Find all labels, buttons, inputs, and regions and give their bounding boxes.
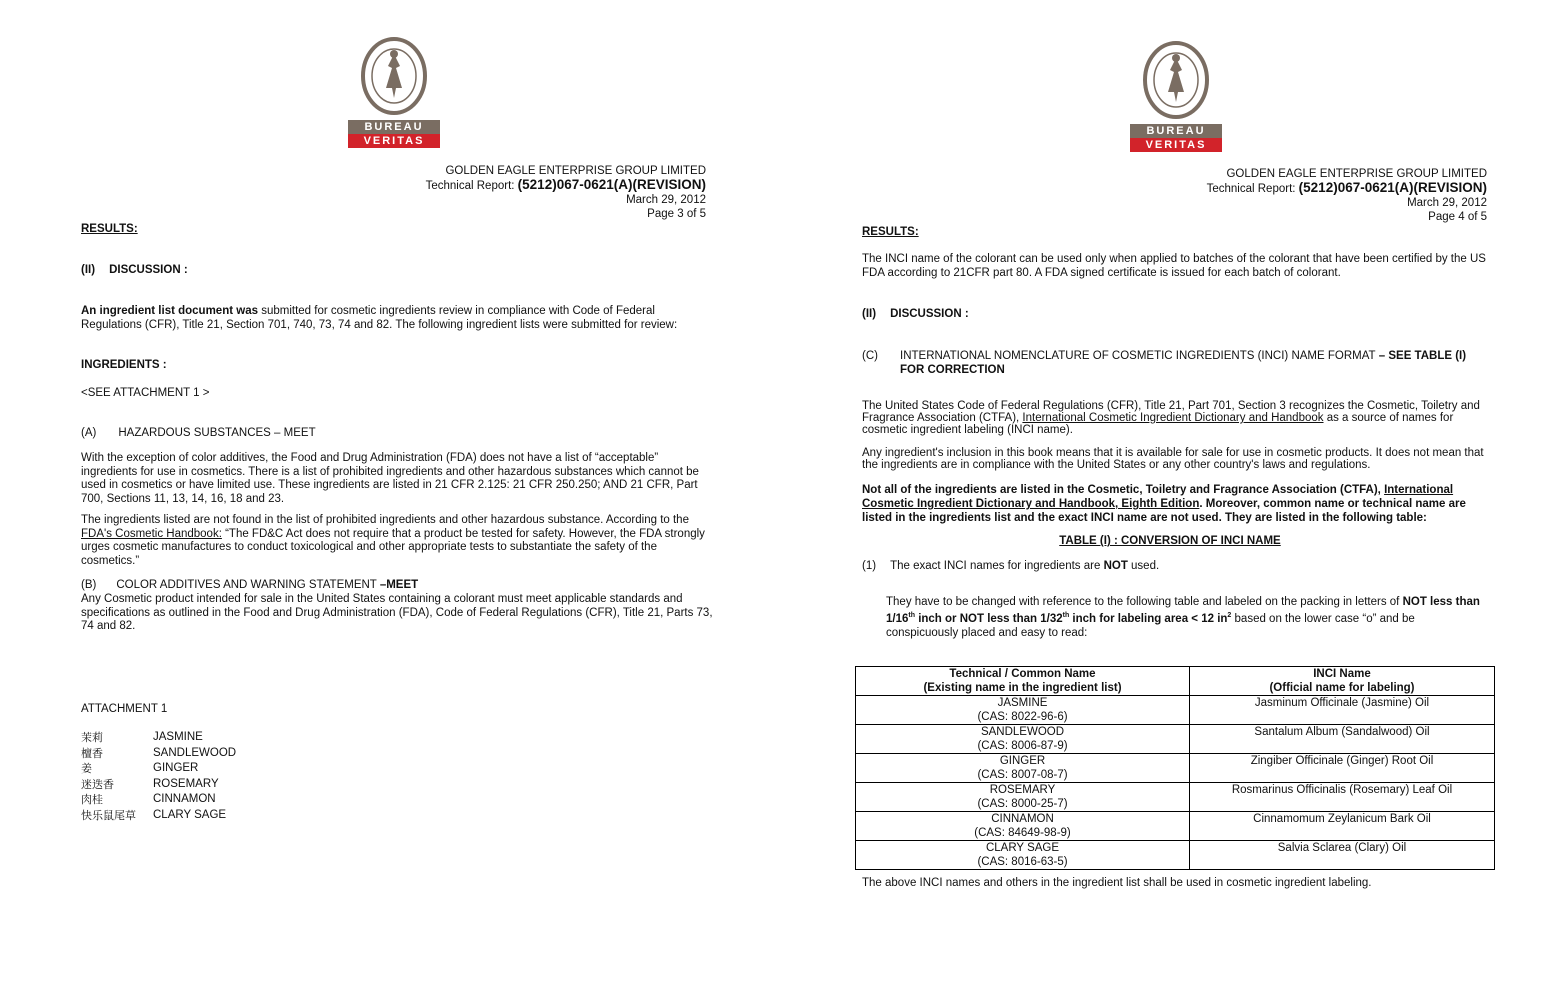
- header-line: (Existing name in the ingredient list): [923, 682, 1122, 694]
- section-c-heading: [900, 350, 1490, 377]
- section-b-number: (B): [81, 579, 97, 591]
- item-english-name: CINNAMON: [153, 793, 216, 805]
- inci-name-cell: Zingiber Officinale (Ginger) Root Oil: [1190, 754, 1495, 783]
- table-title: TABLE (I) : CONVERSION OF INCI NAME: [1059, 535, 1281, 547]
- report-number-line: [426, 178, 706, 193]
- cas-number: (CAS: 8006-87-9): [977, 740, 1068, 752]
- section-c-result: – SEE TABLE (I) FOR CORRECTION: [900, 350, 1467, 376]
- closing-statement: The above INCI names and others in the ingredient list shall be used in cosmetic ingredient labeling.: [862, 877, 1372, 889]
- section-a-paragraph-1: With the exception of color additives, the Food and Drug Administration (FDA) does not have a list of “acceptable” ingredients for use in cosmetics. There is a list of prohibited ingredients and other hazardous substances which cannot be used in cosmetics or have limited use. These ingredients are listed in 21 CFR 2.125: 21 CFR 250.250; AND 21 CFR, Part 700, Sections 11, 13, 14, 16, 18 and 23.: [81, 452, 699, 505]
- intro-paragraph: [81, 305, 691, 332]
- labeling-requirement: [886, 595, 1490, 640]
- labeling-text-start: They have to be changed with reference to the following table and labeled on the packing in letters of: [886, 596, 1403, 608]
- technical-name-cell: [856, 812, 1190, 841]
- bureau-veritas-logo: [348, 36, 440, 148]
- list-item: [81, 761, 236, 777]
- inci-name-cell: Rosmarinus Officinalis (Rosemary) Leaf Oil: [1190, 783, 1495, 812]
- ingredients-heading: INGREDIENTS :: [81, 359, 167, 371]
- table-row: [856, 783, 1495, 812]
- fda-handbook-reference: FDA's Cosmetic Handbook:: [81, 527, 222, 540]
- not-listed-text-end: . Moreover, common name or technical name are listed in the ingredients list and the exact INCI name are not used. They are listed in the following table:: [862, 498, 1466, 524]
- header-line: Technical / Common Name: [949, 668, 1096, 680]
- section-a-heading: [81, 427, 316, 441]
- inci-name-cell: Cinnamomum Zeylanicum Bark Oil: [1190, 812, 1495, 841]
- item-1: [862, 560, 1159, 574]
- header-line: (Official name for labeling): [1269, 682, 1415, 694]
- discussion-number: (II): [81, 264, 96, 276]
- item-1-text-end: used.: [1127, 560, 1160, 572]
- inci-dictionary-eighth-edition: International Cosmetic Ingredient Dictionary and Handbook, Eighth Edition: [862, 484, 1454, 510]
- section-b-heading: [81, 579, 418, 593]
- cas-number: (CAS: 8007-08-7): [977, 769, 1068, 781]
- page-number: Page 3 of 5: [647, 208, 706, 220]
- item-english-name: SANDLEWOOD: [153, 746, 237, 759]
- section-b-paragraph: Any Cosmetic product intended for sale in the United States containing a colorant must meet applicable standards and specifications as outlined in the Food and Drug Administration (FDA), Code of Federal Regulations (CFR), Title 21, Parts 73, 74 and 82.: [81, 593, 713, 633]
- item-english-name: JASMINE: [153, 731, 203, 743]
- page-number: Page 4 of 5: [1428, 211, 1487, 223]
- item-chinese-name: 迷迭香: [81, 777, 114, 791]
- discussion-number: (II): [862, 308, 877, 320]
- item-chinese-name: 快乐鼠尾草: [81, 808, 136, 822]
- discussion-title: DISCUSSION :: [109, 264, 188, 276]
- company-name: GOLDEN EAGLE ENTERPRISE GROUP LIMITED: [445, 165, 706, 177]
- column-header-technical-name: [856, 667, 1190, 696]
- item-chinese-name: 檀香: [81, 746, 103, 760]
- report-header: [1207, 167, 1487, 224]
- item-1-not: NOT: [1103, 560, 1128, 572]
- table-row: [856, 841, 1495, 870]
- discussion-title: DISCUSSION :: [890, 308, 969, 320]
- section-b-title: COLOR ADDITIVES AND WARNING STATEMENT: [116, 579, 380, 591]
- ingredient-name: CINNAMON: [991, 813, 1054, 825]
- report-number: (5212)067-0621(A)(REVISION): [1298, 180, 1487, 195]
- item-english-name: ROSEMARY: [153, 777, 219, 790]
- labeling-text-end: based on the lower case “o” and be conspicuously placed and easy to read:: [886, 612, 1415, 639]
- report-number-line: [1207, 181, 1487, 196]
- cfr-paragraph: [862, 400, 1490, 436]
- list-item: [81, 792, 236, 808]
- inci-colorant-note: The INCI name of the colorant can be used only when applied to batches of the colorant that have been certified by the US FDA according to 21CFR part 80. A FDA signed certificate is issued for each batch of colorant.: [862, 253, 1486, 279]
- report-header: [426, 164, 706, 221]
- seal-icon: [1130, 40, 1222, 124]
- cfr-text-end: as a source of names for cosmetic ingredient labeling (INCI name).: [862, 412, 1454, 436]
- inci-dictionary-reference: International Cosmetic Ingredient Dictionary and Handbook: [1022, 412, 1324, 424]
- item-1-number: (1): [862, 560, 877, 572]
- not-listed-paragraph: [862, 483, 1490, 525]
- column-header-inci-name: [1190, 667, 1495, 696]
- cfr-text-start: The United States Code of Federal Regulations (CFR), Title 21, Part 701, Section 3 recognizes the Cosmetic, Toiletry and Fragrance Association (CTFA),: [862, 400, 1480, 424]
- attachment-title: ATTACHMENT 1: [81, 703, 168, 715]
- attachment-list: [81, 730, 236, 823]
- technical-name-cell: [856, 783, 1190, 812]
- results-heading: RESULTS:: [862, 226, 919, 238]
- cas-number: (CAS: 84649-98-9): [974, 827, 1071, 839]
- report-label: Technical Report:: [425, 180, 515, 192]
- section-b-result: –MEET: [379, 579, 419, 591]
- technical-name-cell: [856, 841, 1190, 870]
- report-date: March 29, 2012: [626, 194, 706, 206]
- item-english-name: GINGER: [153, 762, 199, 774]
- intro-bold: An ingredient list document was: [81, 305, 258, 317]
- inci-name-cell: Salvia Sclarea (Clary) Oil: [1190, 841, 1495, 870]
- technical-name-cell: [856, 754, 1190, 783]
- discussion-heading: [862, 308, 969, 322]
- section-c-number: (C): [862, 350, 878, 362]
- list-item: [81, 777, 236, 793]
- cas-number: (CAS: 8016-63-5): [977, 856, 1068, 868]
- inclusion-paragraph: Any ingredient's inclusion in this book means that it is available for sale for use in cosmetic products. It does not mean that the ingredients are in compliance with the United States or any other country's laws and regulations.: [862, 447, 1484, 471]
- report-number: (5212)067-0621(A)(REVISION): [517, 177, 706, 192]
- ingredient-name: SANDLEWOOD: [980, 726, 1065, 738]
- item-chinese-name: 姜: [81, 762, 92, 775]
- section-a-result: – MEET: [270, 427, 316, 439]
- report-page-4: [780, 0, 1560, 1000]
- section-a-number: (A): [81, 427, 97, 439]
- list-item: [81, 808, 236, 824]
- section-c-title: INTERNATIONAL NOMENCLATURE OF COSMETIC INGREDIENTS (INCI) NAME FORMAT: [900, 350, 1376, 362]
- results-heading: RESULTS:: [81, 223, 138, 235]
- logo-text-veritas: VERITAS: [1130, 138, 1222, 152]
- table-row: [856, 725, 1495, 754]
- table-row: [856, 754, 1495, 783]
- ingredient-name: ROSEMARY: [989, 784, 1056, 796]
- labeling-size-2: inch or NOT less than 1/32: [915, 612, 1063, 625]
- seal-icon: [348, 36, 440, 120]
- item-chinese-name: 茉莉: [81, 731, 103, 744]
- not-listed-text-start: Not all of the ingredients are listed in the Cosmetic, Toiletry and Fragrance Association (CTFA),: [862, 484, 1385, 496]
- technical-name-cell: [856, 725, 1190, 754]
- section-a-title: HAZARDOUS SUBSTANCES: [118, 427, 271, 439]
- report-date: March 29, 2012: [1407, 197, 1487, 209]
- discussion-heading: [81, 264, 188, 278]
- ingredient-name: JASMINE: [997, 697, 1048, 709]
- logo-text-veritas: VERITAS: [348, 134, 440, 148]
- bureau-veritas-logo: [1130, 40, 1222, 152]
- item-chinese-name: 肉桂: [81, 793, 103, 806]
- cas-number: (CAS: 8000-25-7): [977, 798, 1068, 810]
- ingredient-name: GINGER: [999, 755, 1046, 767]
- list-item: [81, 746, 236, 762]
- header-line: INCI Name: [1313, 668, 1371, 680]
- para2-text-start: The ingredients listed are not found in the list of prohibited ingredients and other hazardous substance. According to the: [81, 514, 689, 526]
- labeling-area: inch for labeling area < 12 in: [1069, 612, 1228, 625]
- inci-name-cell: Jasminum Officinale (Jasmine) Oil: [1190, 696, 1495, 725]
- list-item: [81, 730, 236, 746]
- sup-th: th: [1062, 612, 1070, 619]
- section-a-paragraph-2: [81, 514, 709, 568]
- ingredient-name: CLARY SAGE: [985, 842, 1060, 854]
- cas-number: (CAS: 8022-96-6): [977, 711, 1068, 723]
- sup-squared: 2: [1227, 612, 1232, 619]
- inci-conversion-table: [855, 666, 1495, 870]
- inci-name-cell: Santalum Album (Sandalwood) Oil: [1190, 725, 1495, 754]
- para2-text-end: “The FD&C Act does not require that a product be tested for safety. However, the FDA strongly urges cosmetic manufactures to conduct toxicological and other appropriate tests to substantiate the safety of the cosmetics.”: [81, 527, 705, 567]
- see-attachment-note: <SEE ATTACHMENT 1 >: [81, 387, 210, 399]
- item-1-text: The exact INCI names for ingredients are: [890, 560, 1104, 572]
- logo-text-bureau: BUREAU: [348, 120, 440, 134]
- technical-name-cell: [856, 696, 1190, 725]
- intro-text: submitted for cosmetic ingredients review in compliance with Code of Federal Regulations (CFR), Title 21, Section 701, 740, 73, 74 and 82. The following ingredient lists were submitted for review:: [81, 305, 678, 331]
- labeling-size-1: NOT less than 1/16: [886, 596, 1480, 625]
- sup-th: th: [908, 612, 915, 619]
- report-label: Technical Report:: [1206, 183, 1296, 195]
- logo-text-bureau: BUREAU: [1130, 124, 1222, 138]
- table-row: [856, 696, 1495, 725]
- company-name: GOLDEN EAGLE ENTERPRISE GROUP LIMITED: [1226, 168, 1487, 180]
- item-english-name: CLARY SAGE: [153, 808, 227, 821]
- table-header-row: [856, 667, 1495, 696]
- table-row: [856, 812, 1495, 841]
